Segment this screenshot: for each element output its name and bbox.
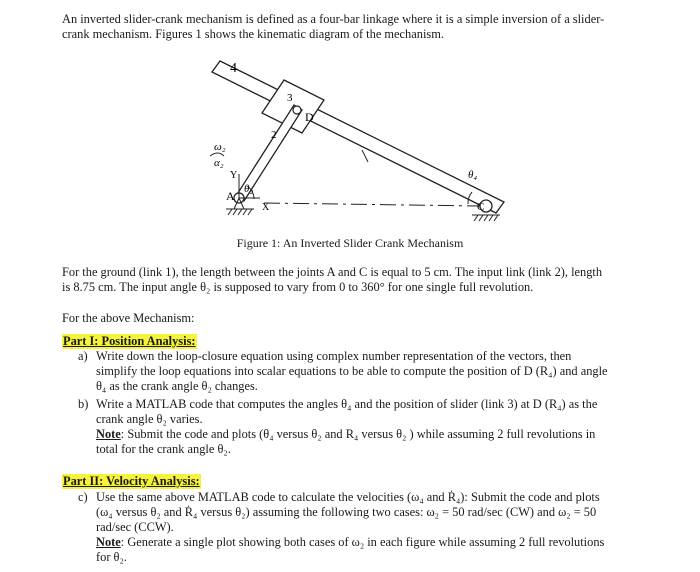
part2-title: Part II: Velocity Analysis: bbox=[63, 474, 200, 488]
label-A: A bbox=[226, 189, 235, 203]
mechanism-diagram bbox=[192, 58, 512, 230]
label-link4: 4 bbox=[230, 61, 237, 76]
item-b-note-key: Note bbox=[96, 427, 121, 441]
item-c-note-text: : Generate a single plot showing both cases of ω₂ in each figure while assuming 2 full revolutions bbox=[120, 535, 605, 549]
ground-reference-line bbox=[264, 203, 480, 206]
item-b-note-line-2: total for the crank angle θ₂. bbox=[96, 442, 231, 456]
ground-C bbox=[472, 215, 500, 221]
link-4-tick bbox=[362, 150, 368, 162]
label-omega2: ω₂ bbox=[214, 141, 226, 153]
figure-caption: Figure 1: An Inverted Slider Crank Mechanism bbox=[236, 236, 464, 250]
item-b bbox=[78, 397, 648, 459]
item-c bbox=[78, 490, 648, 568]
label-C: C bbox=[477, 201, 485, 213]
item-a-line-3: θ₄ as the crank angle θ₂ changes. bbox=[96, 379, 258, 393]
item-a-line-2: simplify the loop equations into scalar equations to be able to compute the position of D (R₄) and angle bbox=[96, 364, 608, 378]
link-4-bar bbox=[212, 61, 504, 213]
label-alpha2: α₂ bbox=[214, 157, 224, 169]
label-D: D bbox=[305, 110, 314, 124]
item-c-label: c) bbox=[78, 490, 88, 504]
item-c-line-2: (ω₄ versus θ₂ and Ṙ₄ versus θ₂) assuming the following two cases: ω₂ = 50 rad/sec (CW) and ω₂ = 50 bbox=[96, 505, 597, 519]
omega2-arrow-icon bbox=[210, 153, 224, 156]
item-b-line-1: Write a MATLAB code that computes the angles θ₄ and the position of slider (link 3) at D (R₄) as the bbox=[96, 397, 598, 411]
item-b-note-line-1 bbox=[96, 427, 644, 442]
intro-line-1: An inverted slider-crank mechanism is defined as a four-bar linkage where it is a simple inversion of a slider- bbox=[62, 12, 605, 26]
item-c-note-key: Note bbox=[96, 535, 121, 549]
item-b-label: b) bbox=[78, 397, 89, 411]
label-theta2: θ₂ bbox=[244, 183, 254, 195]
item-b-line-2: crank angle θ₂ varies. bbox=[96, 412, 203, 426]
label-link3: 3 bbox=[287, 92, 293, 104]
label-Y: Y bbox=[230, 170, 238, 181]
item-a-line-1: Write down the loop-closure equation using complex number representation of the vectors, then bbox=[96, 349, 572, 363]
item-b-note-text: : Submit the code and plots (θ₄ versus θ₂ and R₄ versus θ₂ ) while assuming 2 full revolutions in bbox=[120, 427, 596, 441]
part1-title: Part I: Position Analysis: bbox=[63, 334, 196, 348]
pin-D bbox=[293, 106, 301, 114]
item-c-note-line-2: for θ₂. bbox=[96, 550, 127, 564]
label-X: X bbox=[262, 202, 270, 213]
item-a bbox=[78, 349, 648, 395]
ground-line-1: For the ground (link 1), the length between the joints A and C is equal to 5 cm. The input link (link 2), length bbox=[62, 265, 603, 279]
intro-line-2: crank mechanism. Figures 1 shows the kinematic diagram of the mechanism. bbox=[62, 27, 444, 41]
ground-paragraph bbox=[62, 265, 652, 295]
item-c-line-1: Use the same above MATLAB code to calculate the velocities (ω₄ and Ṙ₄): Submit the code and plots bbox=[96, 490, 600, 504]
ground-line-2: is 8.75 cm. The input angle θ₂ is supposed to vary from 0 to 360° for one single full revolution. bbox=[62, 280, 534, 294]
label-link2: 2 bbox=[271, 129, 277, 141]
item-c-note-line-1 bbox=[96, 535, 644, 550]
item-c-line-3: rad/sec (CCW). bbox=[96, 520, 174, 534]
intro-paragraph bbox=[62, 12, 652, 42]
above-mechanism-text: For the above Mechanism: bbox=[62, 311, 195, 325]
label-theta4: θ₄ bbox=[468, 169, 478, 181]
item-a-label: a) bbox=[78, 349, 88, 363]
